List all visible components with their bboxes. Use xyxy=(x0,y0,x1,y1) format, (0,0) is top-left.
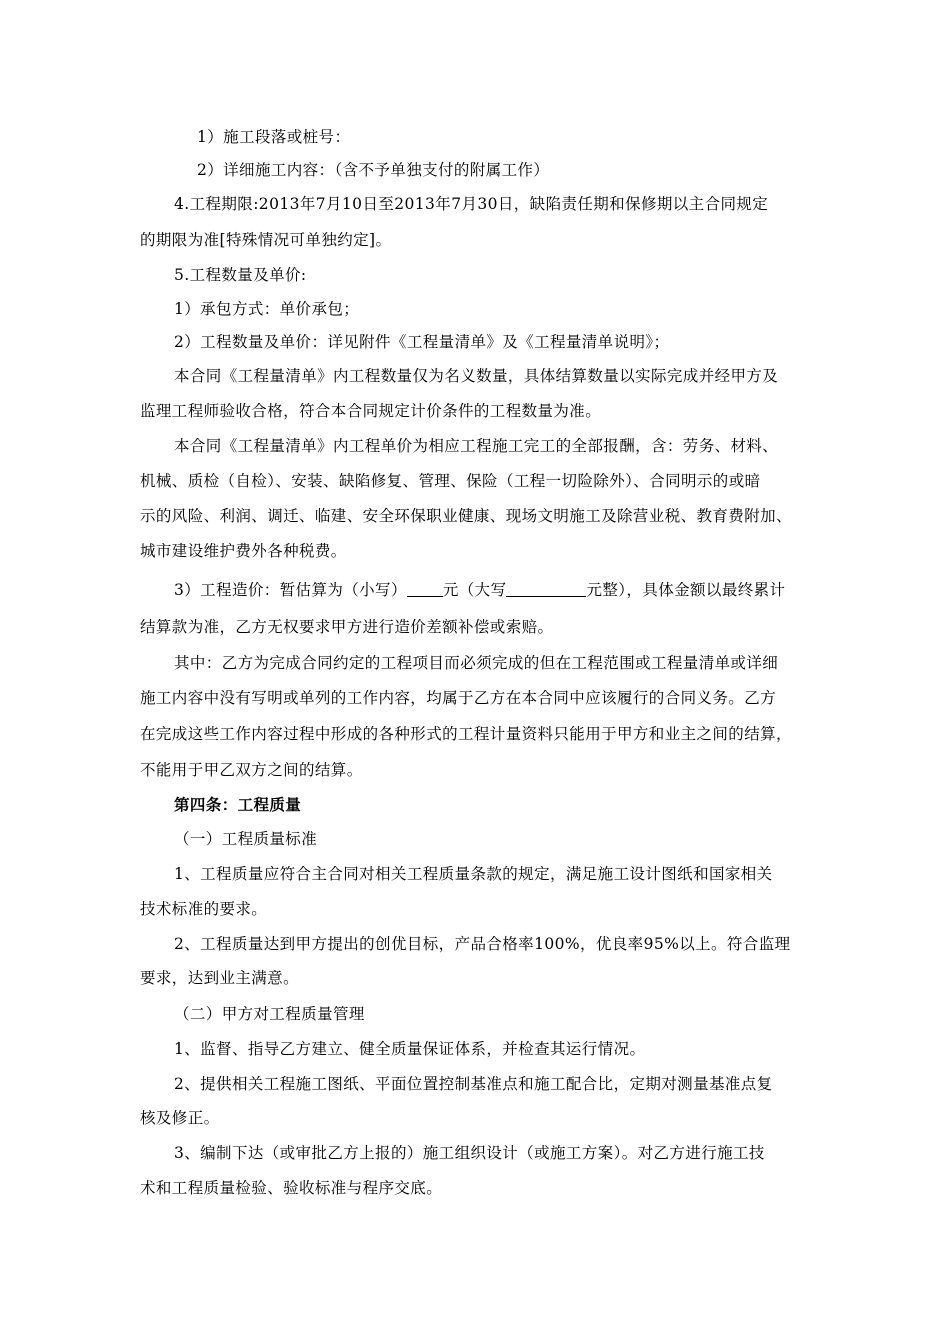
text-line: 3、编制下达（或审批乙方上报的）施工组织设计（或施工方案）。对乙方进行施工技 xyxy=(174,1144,765,1162)
section-heading: 第四条：工程质量 xyxy=(174,795,302,814)
subsection-heading: （二）甲方对工程质量管理 xyxy=(174,1005,365,1023)
subsection-heading: （一）工程质量标准 xyxy=(174,830,318,848)
text-line: 本合同《工程量清单》内工程数量仅为名义数量，具体结算数量以实际完成并经甲方及 xyxy=(174,367,779,385)
text-line: 机械、质检（自检）、安装、缺陷修复、管理、保险（工程一切险除外）、合同明示的或暗 xyxy=(140,472,761,490)
text-line: 在完成这些工作内容过程中形成的各种形式的工程计量资料只能用于甲方和业主之间的结算， xyxy=(140,725,792,743)
text-line: 2）详细施工内容：（含不予单独支付的附属工作） xyxy=(197,161,550,179)
amount-blank-capital xyxy=(506,580,586,597)
text-line: 要求，达到业主满意。 xyxy=(140,969,300,987)
text-line: 其中：乙方为完成合同约定的工程项目而必须完成的但在工程范围或工程量清单或详细 xyxy=(174,654,779,672)
amount-blank-small xyxy=(407,580,443,597)
text-line: 本合同《工程量清单》内工程单价为相应工程施工完工的全部报酬，含：劳务、材料、 xyxy=(174,437,779,455)
text-line: 1）承包方式：单价承包； xyxy=(174,300,360,318)
text-line: 1、工程质量应符合主合同对相关工程质量条款的规定，满足施工设计图纸和国家相关 xyxy=(174,865,773,883)
text-line: 的期限为准[特殊情况可单独约定]。 xyxy=(140,231,392,249)
text-line: 施工内容中没有写明或单列的工作内容，均属于乙方在本合同中应该履行的合同义务。乙方 xyxy=(140,689,777,707)
text-line: 术和工程质量检验、验收标准与程序交底。 xyxy=(140,1179,443,1197)
text-line: 1）施工段落或桩号： xyxy=(197,128,351,146)
text-line: 结算款为准，乙方无权要求甲方进行造价差额补偿或索赔。 xyxy=(140,618,554,636)
text-line: 4.工程期限:2013年7月10日至2013年7月30日，缺陷责任期和保修期以主合同规定 xyxy=(174,195,769,213)
text-line: 城市建设维护费外各种税费。 xyxy=(140,542,347,560)
text-segment: 3）工程造价：暂估算为（小写） xyxy=(174,581,407,599)
text-line: 示的风险、利润、调迁、临建、安全环保职业健康、现场文明施工及除营业税、教育费附加、 xyxy=(140,507,792,525)
text-line: 不能用于甲乙双方之间的结算。 xyxy=(140,761,363,779)
text-line: 2、工程质量达到甲方提出的创优目标，产品合格率100%，优良率95%以上。符合监理 xyxy=(174,935,791,953)
text-segment: 元整），具体金额以最终累计 xyxy=(586,581,786,599)
text-line: 核及修正。 xyxy=(140,1109,220,1127)
text-line: 技术标准的要求。 xyxy=(140,900,268,918)
text-segment: 元（大写 xyxy=(442,581,507,599)
text-line: 监理工程师验收合格，符合本合同规定计价条件的工程数量为准。 xyxy=(140,402,602,420)
cost-estimate-line xyxy=(174,580,785,600)
text-line: 1、监督、指导乙方建立、健全质量保证体系，并检查其运行情况。 xyxy=(174,1040,646,1058)
text-line: 2、提供相关工程施工图纸、平面位置控制基准点和施工配合比，定期对测量基准点复 xyxy=(174,1075,773,1093)
text-line: 5.工程数量及单价: xyxy=(174,266,307,284)
text-line: 2）工程数量及单价：详见附件《工程量清单》及《工程量清单说明》； xyxy=(174,333,670,351)
